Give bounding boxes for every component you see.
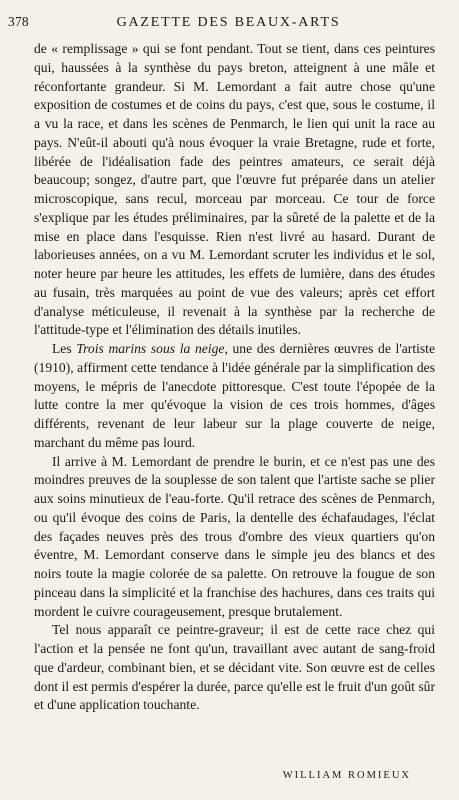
author-signature: WILLIAM ROMIEUX bbox=[282, 770, 411, 781]
paragraph-text: Il arrive à M. Lemordant de prendre le burin, et ce n'est pas une des moindres preuves de la souplesse de son talent que l'artiste sache se plier aux soins minutieux de l'eau-forte. Qu'il retrace des scènes de Penmarch, ou qu'il évoque des coins de Paris, la dentelle des échafaudages, l'éclat des façades neuves près des trous d'ombre des vieux quartiers qu'on éventre, M. Lemordant conserve dans le simple jeu des blancs et des noirs toute la magie colorée de sa palette. On retrouve la fougue de son pinceau dans la simplicité et la franchise des hachures, dans ces traits qui mordent le cuivre courageusement, presque brutalement. bbox=[34, 453, 435, 619]
paragraph-text: Tel nous apparaît ce peintre-graveur; il est de cette race chez qui l'action et la pensée ne font qu'un, travaillant avec autant de sang-froid que d'ardeur, combinant bien, et se décidant vite. Son œuvre est de celles dont il est permis d'espérer la durée, parce qu'elle est le fruit d'un goût sûr et d'une application touchante. bbox=[34, 622, 435, 713]
paragraph-continuation bbox=[34, 40, 435, 340]
page-number: 378 bbox=[8, 14, 29, 29]
paragraph-text: de « remplissage » qui se font pendant. Tout se tient, dans ces peintures qui, haussées à la synthèse du pays breton, atteignent à une mâle et réconfortante grandeur. Si M. Lemordant a fait autre chose qu'une exposition de costumes et de coins du pays, c'est que, sous le costume, il a vu la race, et dans les scènes de Penmarch, le lien qui unit la race au pays. N'eût-il abouti qu'à nous évoquer la vraie Bretagne, rude et forte, libérée de l'idéalisation fade des peintres amateurs, ce serait déjà beaucoup; songez, d'autre part, que l'œuvre fut préparée dans un atelier microscopique, sans recul, morceau par morceau. Ce tour de force s'explique par les études préliminaires, par la sûreté de la palette et de la mise en place dans l'esquisse. Rien n'est livré au hasard. Durant de laborieuses années, on a vu M. Lemordant scruter les individus et le sol, noter heure par heure les attitudes, les effets de lumière, dans des études au fusain, très marquées au point de vue des valeurs; après cet effort d'analyse méticuleuse, il revenait à la synthèse par la recherche de l'attitude-type et l'élimination des détails inutiles. bbox=[34, 41, 435, 338]
paragraph-trois-marins bbox=[34, 340, 435, 453]
artwork-title: Trois marins sous la neige bbox=[76, 341, 225, 356]
paragraph-prefix: Les bbox=[52, 341, 77, 356]
paragraph-burin bbox=[34, 453, 435, 622]
page-header bbox=[8, 14, 449, 36]
paragraph-text: , une des dernières œuvres de l'artiste (1910), affirment cette tendance à l'idée générale par la simplification des moyens, le mépris de l'anecdote pittoresque. C'est toute l'épopée de la lutte contre la mer qu'évoque la vision de ces trois hommes, d'âges différents, revenant de leur labeur sur la plage couverte de neige, marchant du même pas lourd. bbox=[34, 341, 435, 450]
running-title: GAZETTE DES BEAUX-ARTS bbox=[116, 15, 341, 30]
paragraph-conclusion bbox=[34, 621, 435, 715]
article-body bbox=[34, 40, 435, 715]
